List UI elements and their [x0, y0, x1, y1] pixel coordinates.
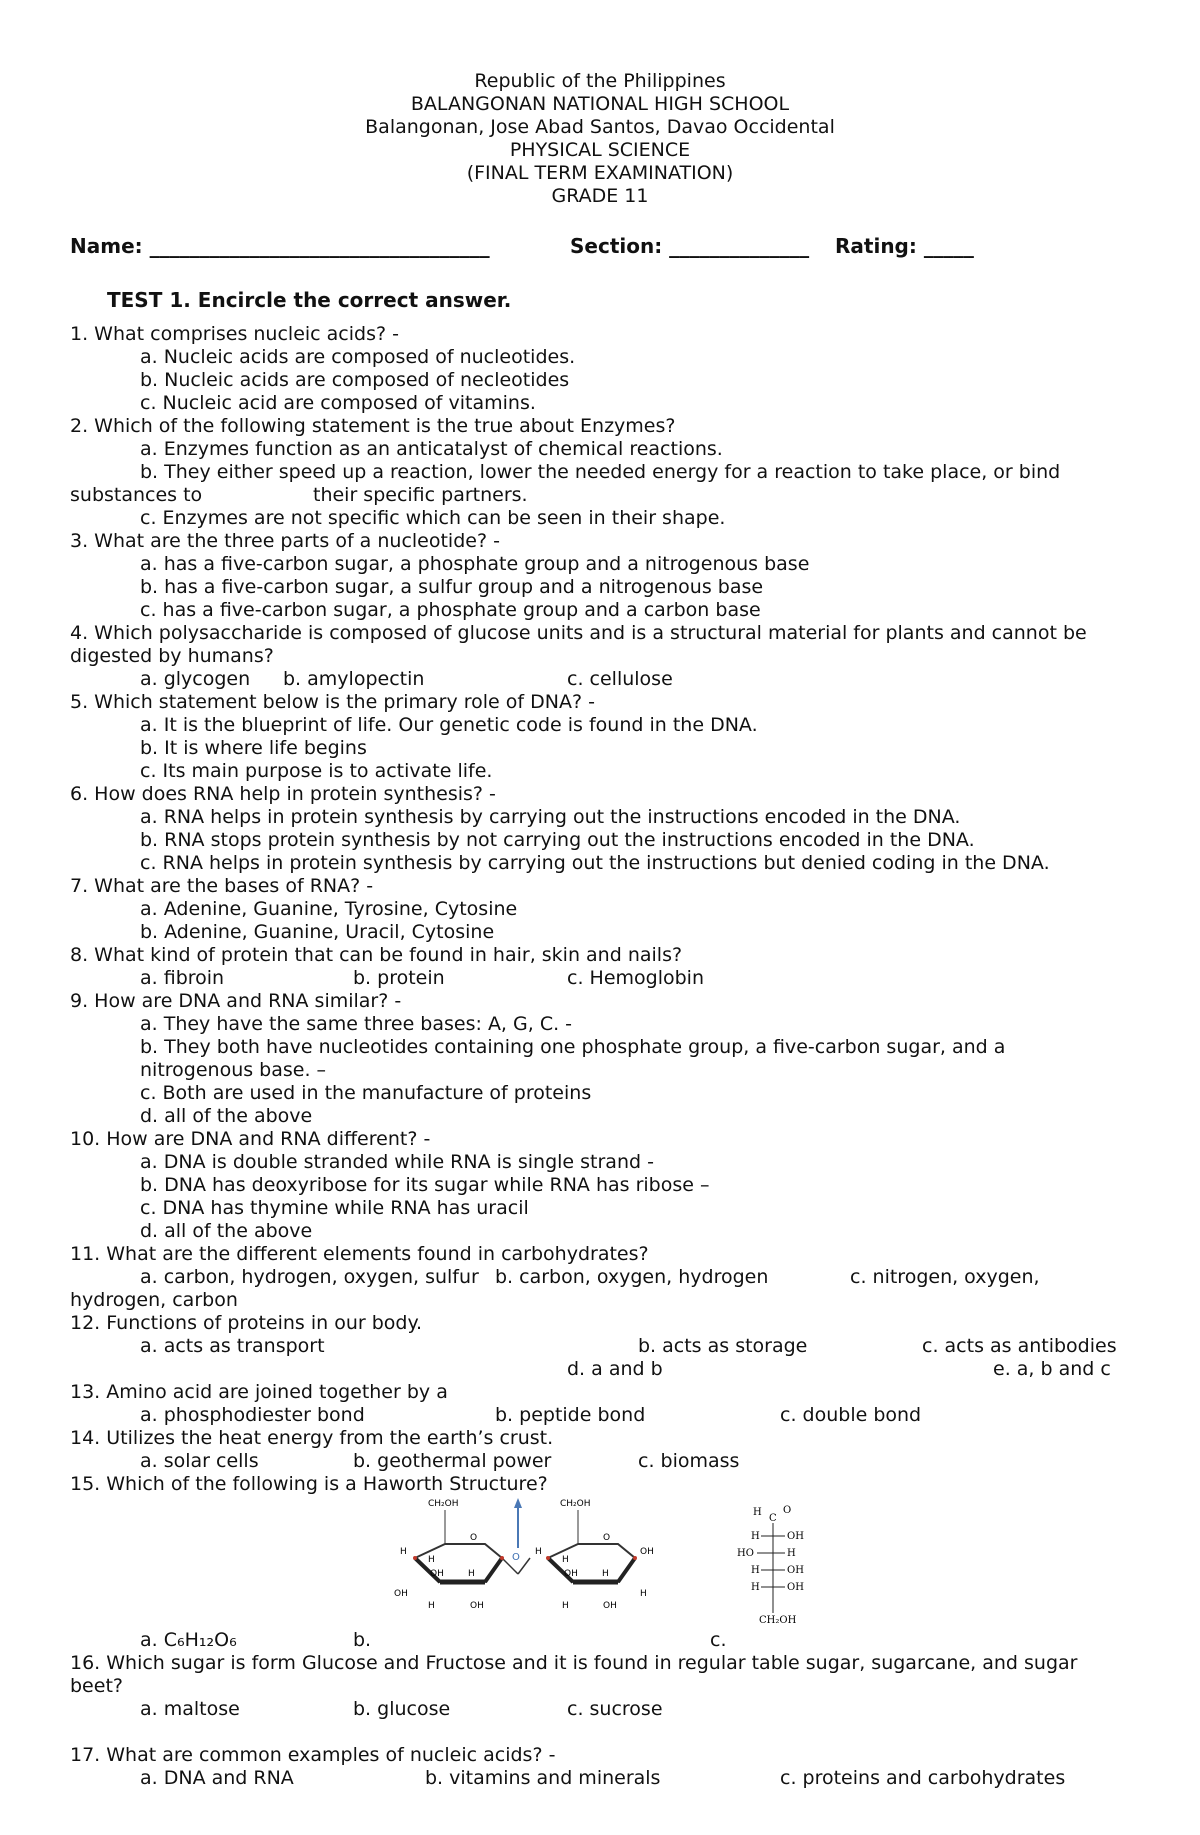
choice-10b[interactable]: b. DNA has deoxyribose for its sugar while RNA has ribose – [140, 1174, 710, 1196]
choice-7b[interactable]: b. Adenine, Guanine, Uracil, Cytosine [140, 921, 495, 943]
choice-9b-continued: nitrogenous base. – [140, 1059, 327, 1081]
choices-17 [70, 1767, 1145, 1790]
choice-9c[interactable]: c. Both are used in the manufacture of proteins [140, 1082, 592, 1104]
ring1-oxygen: O [470, 1533, 478, 1543]
ring2-h-left: H [535, 1547, 542, 1557]
choice-8a[interactable]: a. fibroin [140, 967, 225, 989]
ring2-oh-mid: OH [564, 1569, 578, 1579]
choice-10c[interactable]: c. DNA has thymine while RNA has uracil [140, 1197, 529, 1219]
exam-title: (FINAL TERM EXAMINATION) [466, 162, 734, 184]
school-name: BALANGONAN NATIONAL HIGH SCHOOL [410, 93, 790, 115]
choice-17a[interactable]: a. DNA and RNA [140, 1767, 294, 1789]
ring1-oh-bottom: OH [470, 1601, 484, 1611]
choice-2b[interactable]: b. They either speed up a reaction, lower the needed energy for a reaction to take place, or bind [140, 461, 1061, 483]
choice-6c[interactable]: c. RNA helps in protein synthesis by carrying out the instructions but denied coding in the DNA. [140, 852, 1050, 874]
republic-line: Republic of the Philippines [474, 70, 726, 92]
question-6: 6. How does RNA help in protein synthesis? - [70, 783, 496, 805]
question-8: 8. What kind of protein that can be found in hair, skin and nails? [70, 944, 683, 966]
choice-15c[interactable]: c. [710, 1629, 727, 1651]
choice-12c[interactable]: c. acts as antibodies [922, 1335, 1117, 1357]
choice-4b[interactable]: b. amylopectin [283, 668, 425, 690]
choice-9d[interactable]: d. all of the above [140, 1105, 313, 1127]
question-14: 14. Utilizes the heat energy from the earth’s crust. [70, 1427, 554, 1449]
ring2-oxygen: O [603, 1533, 611, 1543]
fischer-h-4: H [751, 1565, 760, 1576]
fischer-h-5: H [751, 1582, 760, 1593]
choice-5c[interactable]: c. Its main purpose is to activate life. [140, 760, 493, 782]
question-5: 5. Which statement below is the primary role of DNA? - [70, 691, 595, 713]
choice-17c[interactable]: c. proteins and carbohydrates [780, 1767, 1066, 1789]
choices-16 [70, 1698, 1145, 1721]
choice-16b[interactable]: b. glucose [353, 1698, 451, 1720]
choice-6a[interactable]: a. RNA helps in protein synthesis by carrying out the instructions encoded in the DNA. [140, 806, 961, 828]
choices-15 [70, 1629, 1145, 1652]
choice-12e[interactable]: e. a, b and c [993, 1358, 1111, 1380]
ring1-oh-left: OH [394, 1589, 408, 1599]
fischer-h-3: H [787, 1548, 796, 1559]
fischer-ch2oh: CH₂OH [759, 1615, 797, 1626]
grade-level: GRADE 11 [551, 185, 649, 207]
question-9: 9. How are DNA and RNA similar? - [70, 990, 402, 1012]
choices-12 [70, 1335, 1145, 1358]
fischer-oh-5: OH [787, 1582, 804, 1593]
test1-title: TEST 1. Encircle the correct answer. [107, 288, 512, 312]
rating-field[interactable]: Rating: _____ [835, 234, 974, 258]
choice-15a[interactable]: a. C₆H₁₂O₆ [140, 1629, 237, 1651]
student-info-row [70, 234, 1130, 262]
choices-12-row2 [70, 1358, 1145, 1381]
question-17: 17. What are common examples of nucleic acids? - [70, 1744, 556, 1766]
school-address: Balangonan, Jose Abad Santos, Davao Occidental [365, 116, 835, 138]
question-1: 1. What comprises nucleic acids? - [70, 323, 399, 345]
choices-11 [70, 1266, 1145, 1289]
choice-7a[interactable]: a. Adenine, Guanine, Tyrosine, Cytosine [140, 898, 518, 920]
choice-6b[interactable]: b. RNA stops protein synthesis by not carrying out the instructions encoded in the DNA. [140, 829, 975, 851]
fischer-o-top: O [783, 1505, 792, 1516]
fischer-projection-image[interactable] [725, 1501, 835, 1626]
exam-header [0, 70, 1200, 208]
choice-16c[interactable]: c. sucrose [567, 1698, 663, 1720]
choices-14 [70, 1450, 1145, 1473]
choice-2b-line2-start: substances to [70, 484, 203, 506]
subject-title: PHYSICAL SCIENCE [509, 139, 691, 161]
choice-10a[interactable]: a. DNA is double stranded while RNA is single strand - [140, 1151, 654, 1173]
choice-12d[interactable]: d. a and b [567, 1358, 663, 1380]
choice-5b[interactable]: b. It is where life begins [140, 737, 367, 759]
ring1-h-bottom: H [428, 1601, 435, 1611]
choice-8b[interactable]: b. protein [353, 967, 445, 989]
choices-13 [70, 1404, 1145, 1427]
ring1-h-mid: H [468, 1569, 475, 1579]
choice-3c[interactable]: c. has a five-carbon sugar, a phosphate group and a carbon base [140, 599, 761, 621]
choice-2a[interactable]: a. Enzymes function as an anticatalyst of chemical reactions. [140, 438, 723, 460]
choices-4 [70, 668, 1145, 691]
question-15: 15. Which of the following is a Haworth Structure? [70, 1473, 548, 1495]
ring2-h-top: H [562, 1555, 569, 1565]
choice-15b[interactable]: b. [353, 1629, 372, 1651]
question-10: 10. How are DNA and RNA different? - [70, 1128, 431, 1150]
ring2-ch2oh: CH₂OH [560, 1499, 591, 1509]
question-7: 7. What are the bases of RNA? - [70, 875, 374, 897]
question-13: 13. Amino acid are joined together by a [70, 1381, 448, 1403]
haworth-structure-image[interactable] [390, 1496, 730, 1624]
choice-11a[interactable]: a. carbon, hydrogen, oxygen, sulfur [140, 1266, 479, 1288]
choice-1c[interactable]: c. Nucleic acid are composed of vitamins. [140, 392, 536, 414]
choice-2c[interactable]: c. Enzymes are not specific which can be seen in their shape. [140, 507, 726, 529]
ring1-oh-mid: OH [430, 1569, 444, 1579]
fischer-oh-4: OH [787, 1565, 804, 1576]
choice-2b-continued [70, 484, 1145, 507]
fischer-c1: C [769, 1513, 777, 1524]
ring1-ch2oh: CH₂OH [428, 1499, 459, 1509]
ring1-h-top: H [428, 1555, 435, 1565]
bridge-oxygen: O [512, 1552, 520, 1563]
question-3: 3. What are the three parts of a nucleotide? - [70, 530, 500, 552]
question-list [70, 323, 1145, 1790]
question-4-continued: digested by humans? [70, 645, 274, 667]
ring2-h-mid: H [602, 1569, 609, 1579]
question-4: 4. Which polysaccharide is composed of glucose units and is a structural material for plants and cannot be [70, 622, 1087, 644]
question-16-continued: beet? [70, 1675, 123, 1697]
choice-13c[interactable]: c. double bond [780, 1404, 922, 1426]
choice-5a[interactable]: a. It is the blueprint of life. Our genetic code is found in the DNA. [140, 714, 758, 736]
choice-10d[interactable]: d. all of the above [140, 1220, 313, 1242]
choice-8c[interactable]: c. Hemoglobin [567, 967, 704, 989]
choice-14a[interactable]: a. solar cells [140, 1450, 259, 1472]
ring2-h-right: H [640, 1589, 647, 1599]
choice-3a[interactable]: a. has a five-carbon sugar, a phosphate group and a nitrogenous base [140, 553, 810, 575]
choice-3b[interactable]: b. has a five-carbon sugar, a sulfur group and a nitrogenous base [140, 576, 764, 598]
choice-11c-continued: hydrogen, carbon [70, 1289, 238, 1311]
choice-13a[interactable]: a. phosphodiester bond [140, 1404, 365, 1426]
fischer-oh-2: OH [787, 1531, 804, 1542]
choice-9a[interactable]: a. They have the same three bases: A, G, C. - [140, 1013, 573, 1035]
question-16: 16. Which sugar is form Glucose and Fructose and it is found in regular table sugar, sugarcane, and sugar [70, 1652, 1078, 1674]
choice-4a[interactable]: a. glycogen [140, 668, 251, 690]
choice-16a[interactable]: a. maltose [140, 1698, 240, 1720]
choice-4c[interactable]: c. cellulose [567, 668, 673, 690]
fischer-h-top: H [753, 1507, 762, 1518]
section-field[interactable]: Section: ______________ [570, 234, 810, 258]
ring1-h-left: H [400, 1547, 407, 1557]
question-15-figures [70, 1496, 1145, 1629]
choice-11b[interactable]: b. carbon, oxygen, hydrogen [495, 1266, 769, 1288]
fischer-h-2: H [751, 1531, 760, 1542]
choice-2b-line2-end: their specific partners. [313, 484, 528, 506]
fischer-ho-3: HO [737, 1548, 754, 1559]
ring2-oh-right: OH [640, 1547, 654, 1557]
question-2: 2. Which of the following statement is the true about Enzymes? [70, 415, 676, 437]
choices-8 [70, 967, 1145, 990]
choice-1a[interactable]: a. Nucleic acids are composed of nucleotides. [140, 346, 576, 368]
choice-12b[interactable]: b. acts as storage [638, 1335, 808, 1357]
choice-17b[interactable]: b. vitamins and minerals [425, 1767, 661, 1789]
choice-1b[interactable]: b. Nucleic acids are composed of necleotides [140, 369, 570, 391]
choice-14c[interactable]: c. biomass [638, 1450, 740, 1472]
choice-11c[interactable]: c. nitrogen, oxygen, [850, 1266, 1040, 1288]
ring2-h-bottom: H [562, 1601, 569, 1611]
spacer [70, 1721, 1145, 1744]
choice-14b[interactable]: b. geothermal power [353, 1450, 552, 1472]
choice-12a[interactable]: a. acts as transport [140, 1335, 325, 1357]
choice-9b[interactable]: b. They both have nucleotides containing one phosphate group, a five-carbon sugar, and a [140, 1036, 1006, 1058]
ring2-oh-bottom: OH [603, 1601, 617, 1611]
choice-13b[interactable]: b. peptide bond [495, 1404, 646, 1426]
question-12: 12. Functions of proteins in our body. [70, 1312, 423, 1334]
name-field[interactable]: Name: __________________________________ [70, 234, 490, 258]
question-11: 11. What are the different elements found in carbohydrates? [70, 1243, 649, 1265]
